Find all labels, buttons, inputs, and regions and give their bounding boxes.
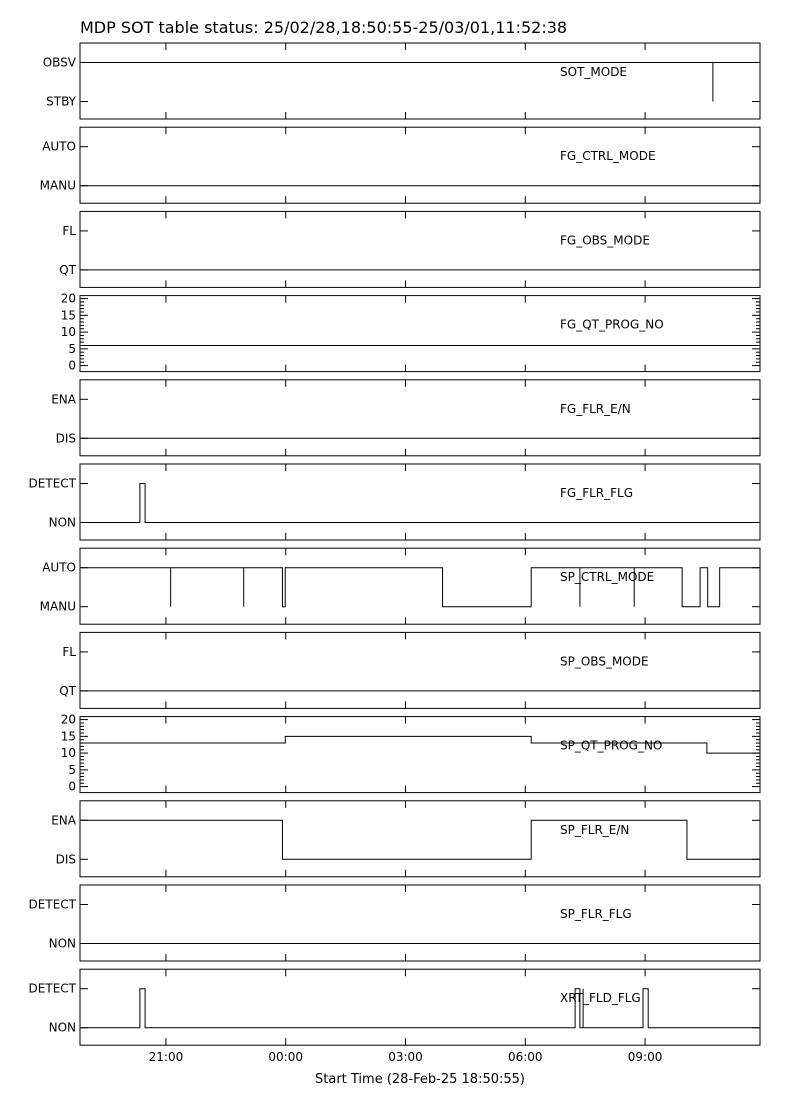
- panel-label: SP_FLR_FLG: [560, 907, 632, 921]
- panel-frame: [80, 380, 760, 456]
- y-tick-label: NON: [48, 936, 76, 951]
- y-tick-label: ENA: [51, 392, 76, 407]
- y-tick-label: STBY: [46, 94, 76, 109]
- panel-label: FG_FLR_FLG: [560, 486, 634, 500]
- series-line: [80, 820, 760, 859]
- series-line: [80, 484, 760, 523]
- y-tick-label: AUTO: [42, 560, 76, 575]
- panel-xrt-fld-flg: [29, 969, 760, 1045]
- y-tick-label: 20: [60, 291, 76, 306]
- y-tick-label: OBSV: [42, 55, 76, 70]
- x-tick-label: 03:00: [388, 1050, 423, 1065]
- y-tick-label: NON: [48, 1020, 76, 1035]
- panel-label: SP_CTRL_MODE: [560, 570, 655, 585]
- panel-sot-mode: [43, 43, 760, 119]
- panel-sp-flr-flg: [29, 885, 760, 961]
- y-tick-label: 15: [60, 729, 76, 744]
- y-tick-label: DIS: [55, 431, 76, 446]
- panel-frame: [80, 211, 760, 287]
- panel-frame: [80, 464, 760, 540]
- y-tick-label: ENA: [51, 813, 76, 828]
- y-tick-label: QT: [59, 262, 76, 277]
- y-tick-label: FL: [62, 644, 76, 659]
- panel-frame: [80, 296, 760, 372]
- y-tick-label: DETECT: [28, 981, 76, 996]
- y-tick-label: 5: [68, 341, 76, 356]
- panel-fg-qt-prog-no: [61, 292, 760, 373]
- panel-sp-ctrl-mode: [40, 548, 760, 624]
- panel-frame: [80, 548, 760, 624]
- y-tick-label: 0: [68, 779, 76, 794]
- panel-fg-ctrl-mode: [40, 127, 760, 203]
- y-tick-label: QT: [59, 683, 76, 698]
- x-axis-label: Start Time (28-Feb-25 18:50:55): [315, 1072, 525, 1087]
- y-tick-label: 0: [68, 358, 76, 373]
- panels-group: [29, 43, 760, 1045]
- panel-frame: [80, 801, 760, 877]
- panel-frame: [80, 127, 760, 203]
- panel-sp-flr-e-n: [51, 801, 760, 877]
- y-tick-label: DETECT: [28, 476, 76, 491]
- panel-label: SP_FLR_E/N: [560, 822, 630, 837]
- panel-label: XRT_FLD_FLG: [560, 991, 641, 1006]
- chart-title: MDP SOT table status: 25/02/28,18:50:55-25/03/01,11:52:38: [80, 18, 568, 37]
- panel-fg-flr-e-n: [51, 380, 760, 456]
- x-tick-label: 06:00: [507, 1050, 543, 1065]
- y-tick-label: DIS: [55, 852, 76, 867]
- panel-fg-flr-flg: [29, 464, 760, 540]
- panel-label: SOT_MODE: [560, 65, 628, 79]
- panel-frame: [80, 717, 760, 793]
- x-tick-label: 21:00: [148, 1050, 184, 1065]
- panel-frame: [80, 632, 760, 708]
- panel-frame: [80, 969, 760, 1045]
- panel-frame: [80, 43, 760, 119]
- panel-label: SP_QT_PROG_NO: [560, 738, 663, 753]
- y-tick-label: MANU: [39, 178, 76, 193]
- x-tick-label: 00:00: [268, 1050, 304, 1065]
- y-tick-label: 10: [60, 746, 76, 761]
- panel-label: SP_OBS_MODE: [560, 654, 649, 669]
- y-tick-label: FL: [62, 223, 76, 238]
- y-tick-label: AUTO: [42, 139, 76, 154]
- x-axis: [149, 1050, 663, 1064]
- series-line: [80, 568, 760, 607]
- y-tick-label: 10: [60, 325, 76, 340]
- y-tick-label: DETECT: [28, 897, 76, 912]
- panel-label: FG_OBS_MODE: [560, 233, 650, 248]
- panel-label: FG_FLR_E/N: [560, 401, 631, 416]
- panel-sp-qt-prog-no: [61, 713, 760, 794]
- series-line: [80, 989, 760, 1028]
- y-tick-label: 5: [68, 762, 76, 777]
- panel-label: FG_QT_PROG_NO: [560, 317, 664, 332]
- y-tick-label: 20: [60, 712, 76, 727]
- y-tick-label: 15: [60, 308, 76, 323]
- panel-label: FG_CTRL_MODE: [560, 149, 656, 164]
- x-tick-label: 09:00: [627, 1050, 663, 1065]
- panel-sp-obs-mode: [59, 632, 760, 708]
- y-tick-label: MANU: [39, 599, 76, 614]
- panel-frame: [80, 885, 760, 961]
- panel-fg-obs-mode: [59, 211, 760, 287]
- y-tick-label: NON: [48, 515, 76, 530]
